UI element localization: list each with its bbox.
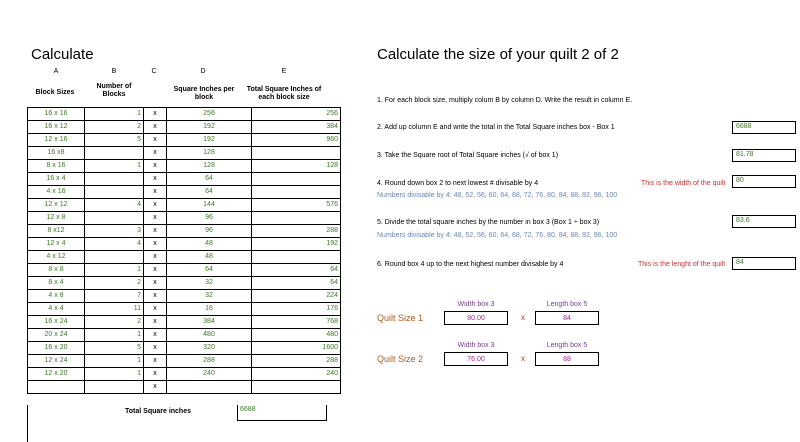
number-of-blocks-cell[interactable]: 1 bbox=[85, 160, 144, 173]
table-row bbox=[28, 225, 341, 238]
quilt-2-width-box[interactable]: 76.00 bbox=[444, 352, 508, 366]
number-of-blocks-cell[interactable]: 1 bbox=[85, 355, 144, 368]
step-1-text: 1. For each block size, multiply colum B by column D. Write the result in column E. bbox=[377, 97, 633, 104]
number-of-blocks-cell[interactable] bbox=[85, 147, 144, 160]
total-square-inches-cell[interactable]: 224 bbox=[252, 290, 341, 303]
square-inches-cell: 32 bbox=[167, 277, 252, 290]
square-inches-cell: 240 bbox=[167, 368, 252, 381]
number-of-blocks-cell[interactable] bbox=[85, 251, 144, 264]
table-row bbox=[28, 368, 341, 381]
block-size-cell: 20 x 24 bbox=[28, 329, 85, 342]
table-row bbox=[28, 342, 341, 355]
square-inches-cell: 64 bbox=[167, 264, 252, 277]
total-square-inches-cell[interactable]: 256 bbox=[252, 108, 341, 121]
number-of-blocks-cell[interactable]: 4 bbox=[85, 199, 144, 212]
block-size-cell: 12 x 20 bbox=[28, 368, 85, 381]
times-sign-cell: x bbox=[144, 251, 167, 264]
quilt-size-2-label: Quilt Size 2 bbox=[377, 354, 424, 364]
square-inches-cell: 64 bbox=[167, 173, 252, 186]
table-row bbox=[28, 277, 341, 290]
box-3[interactable]: 80 bbox=[732, 175, 796, 188]
square-inches-cell: 256 bbox=[167, 108, 252, 121]
table-row bbox=[28, 290, 341, 303]
block-size-cell: 16 x 4 bbox=[28, 173, 85, 186]
table-row bbox=[28, 264, 341, 277]
square-inches-cell bbox=[167, 381, 252, 394]
times-sign-cell: x bbox=[144, 329, 167, 342]
column-letter-d: D bbox=[200, 68, 206, 75]
square-inches-cell: 64 bbox=[167, 186, 252, 199]
square-inches-cell: 480 bbox=[167, 329, 252, 342]
box-4[interactable]: 83.6 bbox=[732, 215, 796, 228]
table-row bbox=[28, 329, 341, 342]
block-size-cell: 16 x 16 bbox=[28, 108, 85, 121]
times-sign-cell: x bbox=[144, 173, 167, 186]
quilt-1-width-label: Width box 3 bbox=[457, 301, 495, 308]
length-note: This is the lenght of the quilt bbox=[638, 261, 726, 268]
times-sign-cell: x bbox=[144, 277, 167, 290]
table-row bbox=[28, 251, 341, 264]
block-size-cell: 12 x 16 bbox=[28, 134, 85, 147]
quilt-1-length-box[interactable]: 84 bbox=[535, 311, 599, 325]
number-of-blocks-cell[interactable]: 4 bbox=[85, 238, 144, 251]
step-3-text: 3. Take the Square root of Total Square inches (√ of box 1) bbox=[377, 152, 559, 159]
square-inches-cell: 192 bbox=[167, 121, 252, 134]
box-1[interactable]: 6688 bbox=[732, 121, 796, 134]
column-letter-c: C bbox=[151, 68, 157, 75]
number-of-blocks-cell[interactable]: 5 bbox=[85, 134, 144, 147]
block-size-cell: 4 x 4 bbox=[28, 303, 85, 316]
square-inches-cell: 320 bbox=[167, 342, 252, 355]
table-row bbox=[28, 303, 341, 316]
square-inches-cell: 192 bbox=[167, 134, 252, 147]
block-size-cell: 8 x12 bbox=[28, 225, 85, 238]
square-inches-cell: 32 bbox=[167, 290, 252, 303]
step-6-text: 6. Round box 4 up to the next highest number divisable by 4 bbox=[377, 261, 564, 268]
block-size-cell: 12 x 12 bbox=[28, 199, 85, 212]
number-of-blocks-cell[interactable] bbox=[85, 212, 144, 225]
block-size-table bbox=[27, 107, 341, 394]
column-letter-b: B bbox=[111, 68, 117, 75]
block-size-cell: 16 x 24 bbox=[28, 316, 85, 329]
table-row bbox=[28, 173, 341, 186]
square-inches-cell: 96 bbox=[167, 225, 252, 238]
table-row bbox=[28, 355, 341, 368]
block-size-cell: 16 x 20 bbox=[28, 342, 85, 355]
block-size-cell: 8 x 4 bbox=[28, 277, 85, 290]
number-of-blocks-cell[interactable]: 2 bbox=[85, 316, 144, 329]
number-of-blocks-cell[interactable] bbox=[85, 186, 144, 199]
quilt-1-length-label: Length box 5 bbox=[546, 301, 588, 308]
square-inches-cell: 16 bbox=[167, 303, 252, 316]
times-sign-cell: x bbox=[144, 238, 167, 251]
total-square-inches-cell[interactable]: 176 bbox=[252, 303, 341, 316]
block-size-cell: 4 x 12 bbox=[28, 251, 85, 264]
quilt-2-times-sign: x bbox=[521, 354, 525, 363]
total-square-inches-cell[interactable]: 288 bbox=[252, 355, 341, 368]
block-size-cell: 12 x 8 bbox=[28, 212, 85, 225]
times-sign-cell: x bbox=[144, 199, 167, 212]
times-sign-cell: x bbox=[144, 186, 167, 199]
header-square-inches-per-block: Square Inches per block bbox=[173, 86, 235, 101]
total-square-inches-cell[interactable]: 1600 bbox=[252, 342, 341, 355]
table-row bbox=[28, 160, 341, 173]
table-row bbox=[28, 121, 341, 134]
times-sign-cell: x bbox=[144, 342, 167, 355]
total-square-inches-cell[interactable]: 240 bbox=[252, 368, 341, 381]
total-square-inches-cell[interactable]: 576 bbox=[252, 199, 341, 212]
times-sign-cell: x bbox=[144, 108, 167, 121]
total-square-inches-cell[interactable] bbox=[252, 381, 341, 394]
table-row bbox=[28, 381, 341, 394]
times-sign-cell: x bbox=[144, 160, 167, 173]
number-of-blocks-cell[interactable]: 5 bbox=[85, 342, 144, 355]
table-row bbox=[28, 212, 341, 225]
table-left-border bbox=[27, 405, 28, 442]
times-sign-cell: x bbox=[144, 212, 167, 225]
number-of-blocks-cell[interactable] bbox=[85, 173, 144, 186]
block-size-cell: 16 x8 bbox=[28, 147, 85, 160]
column-letter-e: E bbox=[281, 68, 287, 75]
block-size-cell: 8 x 16 bbox=[28, 160, 85, 173]
total-square-inches-cell[interactable]: 128 bbox=[252, 160, 341, 173]
table-row bbox=[28, 316, 341, 329]
block-size-cell: 16 x 12 bbox=[28, 121, 85, 134]
number-of-blocks-cell[interactable]: 11 bbox=[85, 303, 144, 316]
total-square-inches-cell[interactable]: 960 bbox=[252, 134, 341, 147]
number-of-blocks-cell[interactable]: 7 bbox=[85, 290, 144, 303]
square-inches-cell: 128 bbox=[167, 160, 252, 173]
total-square-inches-box[interactable]: 6688 bbox=[237, 405, 327, 421]
times-sign-cell: x bbox=[144, 121, 167, 134]
quilt-1-times-sign: x bbox=[521, 313, 525, 322]
divisible-numbers-1: Numbers divisable by 4: 48, 52, 56, 60, 64, 68, 72, 76, 80, 84, 88, 92, 96, 100 bbox=[377, 192, 618, 199]
times-sign-cell: x bbox=[144, 316, 167, 329]
box-5[interactable]: 84 bbox=[732, 257, 796, 270]
number-of-blocks-cell[interactable]: 2 bbox=[85, 121, 144, 134]
number-of-blocks-cell[interactable]: 1 bbox=[85, 264, 144, 277]
total-square-inches-cell[interactable]: 768 bbox=[252, 316, 341, 329]
block-size-cell: 4 x 8 bbox=[28, 290, 85, 303]
square-inches-cell: 48 bbox=[167, 238, 252, 251]
times-sign-cell: x bbox=[144, 303, 167, 316]
left-page-title: Calculate bbox=[31, 46, 94, 63]
total-square-inches-cell[interactable]: 64 bbox=[252, 277, 341, 290]
step-2-text: 2. Add up column E and write the total in the Total Square inches box - Box 1 bbox=[377, 124, 615, 131]
header-total-square-inches: Total Square Inches of each block size bbox=[246, 86, 322, 101]
number-of-blocks-cell[interactable] bbox=[85, 381, 144, 394]
block-size-cell bbox=[28, 381, 85, 394]
divisible-numbers-2: Numbers divisable by 4: 48, 52, 56, 60, 64, 68, 72, 76, 80, 84, 88, 92, 96, 100 bbox=[377, 232, 618, 239]
times-sign-cell: x bbox=[144, 368, 167, 381]
table-row bbox=[28, 186, 341, 199]
times-sign-cell: x bbox=[144, 264, 167, 277]
table-row bbox=[28, 134, 341, 147]
times-sign-cell: x bbox=[144, 225, 167, 238]
square-inches-cell: 128 bbox=[167, 147, 252, 160]
times-sign-cell: x bbox=[144, 355, 167, 368]
number-of-blocks-cell[interactable]: 1 bbox=[85, 108, 144, 121]
step-5-text: 5. Divide the total square inches by the number in box 3 (Box 1 ÷ box 3) bbox=[377, 219, 600, 226]
header-number-of-blocks: Number of Blocks bbox=[96, 83, 132, 98]
total-square-inches-cell[interactable] bbox=[252, 186, 341, 199]
quilt-2-width-label: Width box 3 bbox=[457, 342, 495, 349]
block-size-cell: 8 x 8 bbox=[28, 264, 85, 277]
total-square-inches-cell[interactable]: 64 bbox=[252, 264, 341, 277]
square-inches-cell: 96 bbox=[167, 212, 252, 225]
table-row bbox=[28, 199, 341, 212]
column-letter-a: A bbox=[53, 68, 59, 75]
times-sign-cell: x bbox=[144, 381, 167, 394]
total-square-inches-cell[interactable] bbox=[252, 173, 341, 186]
step-4-text: 4. Round down box 2 to next lowest # divisable by 4 bbox=[377, 180, 539, 187]
total-square-inches-cell[interactable] bbox=[252, 251, 341, 264]
number-of-blocks-cell[interactable]: 2 bbox=[85, 277, 144, 290]
number-of-blocks-cell[interactable]: 3 bbox=[85, 225, 144, 238]
square-inches-cell: 48 bbox=[167, 251, 252, 264]
total-square-inches-cell[interactable]: 192 bbox=[252, 238, 341, 251]
square-inches-cell: 144 bbox=[167, 199, 252, 212]
total-square-inches-label: Total Square inches bbox=[125, 408, 191, 415]
header-block-sizes: Block Sizes bbox=[35, 89, 75, 96]
table-row bbox=[28, 108, 341, 121]
right-page-title: Calculate the size of your quilt 2 of 2 bbox=[377, 46, 619, 63]
total-square-inches-cell[interactable] bbox=[252, 212, 341, 225]
block-size-cell: 4 x 16 bbox=[28, 186, 85, 199]
square-inches-cell: 288 bbox=[167, 355, 252, 368]
quilt-size-1-label: Quilt Size 1 bbox=[377, 313, 424, 323]
table-row bbox=[28, 238, 341, 251]
total-square-inches-cell[interactable]: 480 bbox=[252, 329, 341, 342]
times-sign-cell: x bbox=[144, 290, 167, 303]
block-size-cell: 12 x 24 bbox=[28, 355, 85, 368]
quilt-2-length-box[interactable]: 88 bbox=[535, 352, 599, 366]
quilt-2-length-label: Length box 5 bbox=[546, 342, 588, 349]
total-square-inches-cell[interactable]: 384 bbox=[252, 121, 341, 134]
quilt-1-width-box[interactable]: 80.00 bbox=[444, 311, 508, 325]
times-sign-cell: x bbox=[144, 134, 167, 147]
width-note: This is the width of the quilt bbox=[641, 180, 726, 187]
table-row bbox=[28, 147, 341, 160]
box-2[interactable]: 81.78 bbox=[732, 149, 796, 162]
number-of-blocks-cell[interactable]: 1 bbox=[85, 329, 144, 342]
block-size-cell: 12 x 4 bbox=[28, 238, 85, 251]
total-square-inches-cell[interactable]: 288 bbox=[252, 225, 341, 238]
times-sign-cell: x bbox=[144, 147, 167, 160]
square-inches-cell: 384 bbox=[167, 316, 252, 329]
total-square-inches-cell[interactable] bbox=[252, 147, 341, 160]
number-of-blocks-cell[interactable]: 1 bbox=[85, 368, 144, 381]
